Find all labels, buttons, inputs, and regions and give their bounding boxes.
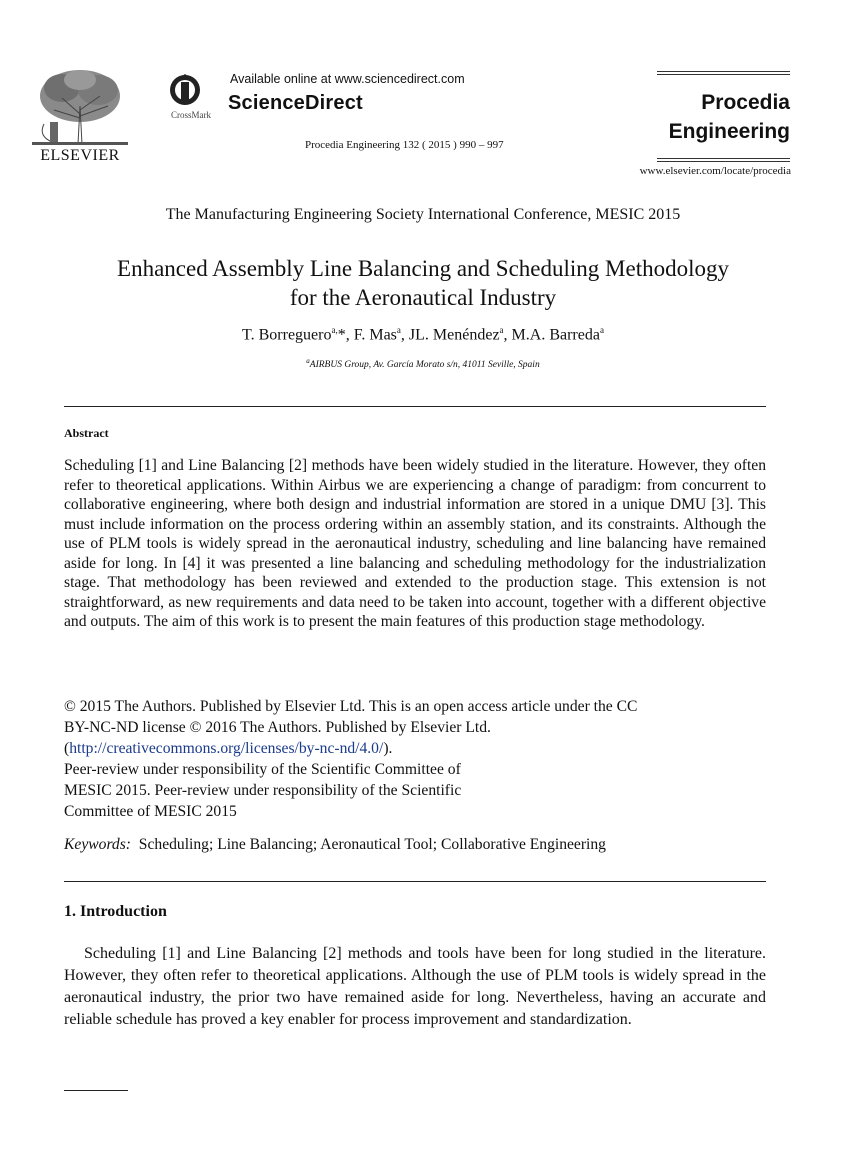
available-online-text: Available online at www.sciencedirect.com (230, 72, 465, 86)
conference-name: The Manufacturing Engineering Society International Conference, MESIC 2015 (165, 206, 681, 223)
author-affil-mark: a (499, 325, 504, 335)
paper-title-line2: for the Aeronautical Industry (289, 285, 557, 310)
author-name: F. Mas (353, 326, 397, 344)
divider (64, 406, 766, 407)
license-link[interactable]: http://creativecommons.org/licenses/by-nc-nd/4.0/ (69, 740, 384, 757)
abstract-body: Scheduling [1] and Line Balancing [2] methods have been widely studied in the literature. However, they often refer to theoretical applications. Within Airbus we are experiencing a change of paradigm: from concurrent to collaborative engineering, where both design and industrial information are stored in a unique DMU [3]. This must include information on the process ordering within an assembly station, and its constraints. Although the use of PLM tools is widely spread in the aeronautical industry, scheduling and line balancing have remained aside for long. In [4] it was presented a line balancing and scheduling methodology for the industrialization stage. That methodology has been reviewed and extended to the production stage. This extension is not straightforward, as new requirements and data need to be taken into account, together with a different objective and outputs. The aim of this work is to present the main features of this production stage methodology. (64, 457, 766, 630)
author-name: JL. Menéndez (408, 326, 500, 344)
abstract-heading: Abstract (64, 426, 109, 440)
author-list (0, 325, 846, 344)
license-block (64, 696, 766, 822)
footnote-divider (64, 1090, 128, 1091)
author-affil-mark: a (599, 325, 604, 335)
author-name: M.A. Barreda (511, 326, 600, 344)
sciencedirect-brand[interactable]: ScienceDirect (228, 92, 363, 114)
section-body: Scheduling [1] and Line Balancing [2] methods and tools have been for long studied in the literature. However, they often refer to theoretical applications. Although the use of PLM tools is widely spread in the aeronautical industry, the prior two have remained aside for long. Nevertheless, having an accurate and reliable schedule has proved a key enabler for process improvement and standardization. (64, 945, 766, 1028)
journal-name-line2: Engineering (668, 120, 790, 143)
author-separator: , (400, 326, 409, 344)
license-line: © 2015 The Authors. Published by Elsevier Ltd. This is an open access article under the CC (64, 698, 638, 715)
paper-title-line1: Enhanced Assembly Line Balancing and Scheduling Methodology (117, 256, 729, 281)
journal-rule-bottom (657, 158, 790, 162)
divider (64, 881, 766, 882)
license-link-open: ( (64, 740, 70, 757)
journal-name-line1: Procedia (701, 91, 790, 114)
keywords-text: Scheduling; Line Balancing; Aeronautical Tool; Collaborative Engineering (138, 836, 606, 853)
affiliation-text: AIRBUS Group, Av. García Morato s/n, 41011 Seville, Spain (309, 360, 540, 371)
paper-title (60, 254, 786, 312)
license-line: BY-NC-ND license © 2016 The Authors. Published by Elsevier Ltd. (64, 719, 491, 736)
affiliation (0, 357, 846, 370)
author-separator: *, (337, 326, 354, 344)
affiliation-mark: a (306, 357, 310, 365)
publisher-name: ELSEVIER (40, 147, 120, 164)
journal-name (657, 88, 790, 146)
author-name: T. Borreguero (242, 326, 332, 344)
author-affil-mark: a (396, 325, 401, 335)
license-line: MESIC 2015. Peer-review under responsibility of the Scientific (64, 782, 462, 799)
author-separator: , (503, 326, 512, 344)
journal-reference: Procedia Engineering 132 ( 2015 ) 990 – 997 (305, 139, 504, 151)
author-affil-mark: a, (331, 325, 338, 335)
keywords (64, 836, 766, 854)
keywords-label: Keywords: (64, 836, 131, 853)
license-link-close: ). (383, 740, 393, 757)
license-line: Committee of MESIC 2015 (64, 803, 237, 820)
license-link-line (64, 738, 766, 759)
license-line: Peer-review under responsibility of the Scientific Committee of (64, 761, 461, 778)
crossmark-label: CrossMark (171, 110, 211, 120)
section-heading: 1. Introduction (64, 903, 167, 920)
journal-url[interactable]: www.elsevier.com/locate/procedia (639, 165, 791, 177)
journal-rule-top (657, 71, 790, 75)
